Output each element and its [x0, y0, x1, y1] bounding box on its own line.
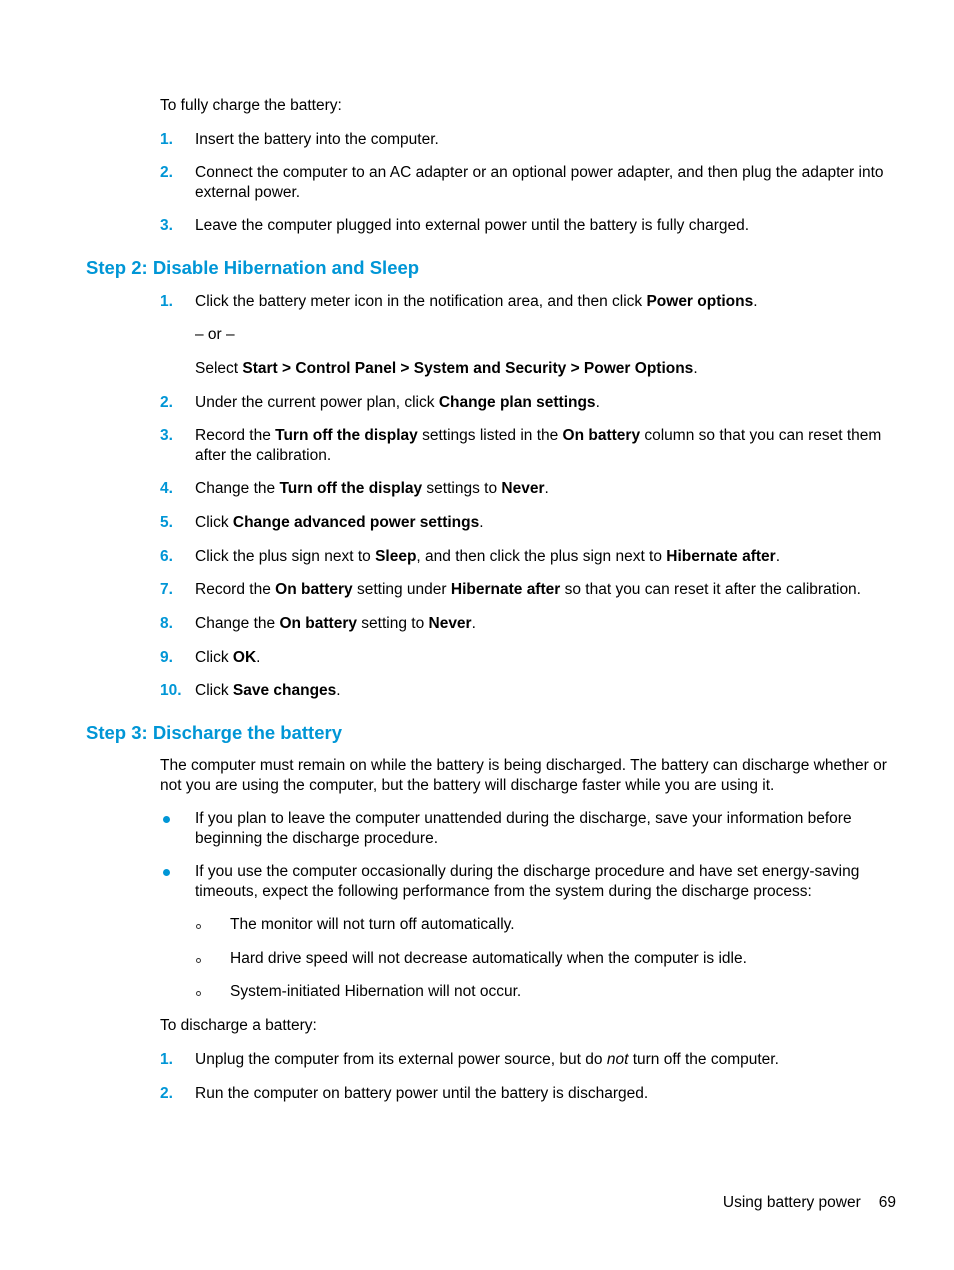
list-text: Change the Turn off the display settings to Never. — [195, 480, 549, 497]
list-text: Unplug the computer from its external power source, but do not turn off the computer. — [195, 1051, 779, 1068]
sub-bullet-icon — [196, 958, 201, 963]
list-text: Click Save changes. — [195, 682, 341, 699]
sub-bullet-icon — [196, 924, 201, 929]
list-text: Insert the battery into the computer. — [195, 131, 439, 148]
list-number: 1. — [160, 1051, 173, 1068]
list-text: Connect the computer to an AC adapter or an optional power adapter, and then plug the adapter into external power. — [195, 164, 884, 201]
footer-section-title: Using battery power — [722, 1194, 861, 1211]
list-number: 6. — [160, 548, 173, 565]
list-text: Click the battery meter icon in the notification area, and then click Power options. — [195, 293, 758, 310]
list-number: 10. — [160, 682, 182, 699]
sub-bullet-text: Hard drive speed will not decrease automatically when the computer is idle. — [230, 950, 747, 967]
page-footer — [723, 1193, 896, 1213]
list-number: 2. — [160, 394, 173, 411]
section-heading-step3: Step 3: Discharge the battery — [86, 722, 342, 743]
list-number: 1. — [160, 131, 173, 148]
bullet-icon — [163, 816, 170, 823]
list-text: Click Change advanced power settings. — [195, 514, 484, 531]
list-text: Click the plus sign next to Sleep, and then click the plus sign next to Hibernate after. — [195, 548, 781, 565]
list-number: 3. — [160, 217, 173, 234]
bullet-text: If you use the computer occasionally during the discharge procedure and have set energy-saving timeouts, expect the following performance from the system during the discharge process: — [195, 863, 860, 900]
list-number: 4. — [160, 480, 173, 497]
list-text: Under the current power plan, click Change plan settings. — [195, 394, 600, 411]
list-number: 7. — [160, 581, 173, 598]
list-number: 1. — [160, 293, 173, 310]
list-number: 2. — [160, 164, 173, 181]
section-heading-step2: Step 2: Disable Hibernation and Sleep — [86, 257, 420, 278]
sub-bullet-icon — [196, 991, 201, 996]
list-number: 2. — [160, 1085, 173, 1102]
list-text: Record the Turn off the display settings listed in the On battery column so that you can reset them after the calibration. — [195, 427, 882, 464]
intro-text: To fully charge the battery: — [160, 97, 342, 114]
discharge-paragraph: The computer must remain on while the battery is being discharged. The battery can discharge whether or not you are using the computer, but the battery will discharge faster while you are using it. — [160, 757, 887, 794]
list-text: Leave the computer plugged into external power until the battery is fully charged. — [195, 217, 750, 234]
list-number: 8. — [160, 615, 173, 632]
sub-bullet-text: System-initiated Hibernation will not occur. — [230, 983, 522, 1000]
or-separator: – or – — [195, 326, 235, 343]
list-text: Change the On battery setting to Never. — [195, 615, 476, 632]
list-number: 9. — [160, 649, 173, 666]
sub-bullet-text: The monitor will not turn off automatically. — [230, 916, 515, 933]
alternate-path-text: Select Start > Control Panel > System and Security > Power Options. — [195, 360, 698, 377]
bullet-text: If you plan to leave the computer unattended during the discharge, save your information before beginning the discharge procedure. — [195, 810, 852, 847]
list-number: 5. — [160, 514, 173, 531]
list-text: Click OK. — [195, 649, 261, 666]
list-text: Run the computer on battery power until the battery is discharged. — [195, 1085, 649, 1102]
discharge-intro: To discharge a battery: — [160, 1017, 317, 1034]
list-text: Record the On battery setting under Hibernate after so that you can reset it after the calibration. — [195, 581, 861, 598]
list-number: 3. — [160, 427, 173, 444]
page-number: 69 — [878, 1194, 896, 1211]
bullet-icon — [163, 869, 170, 876]
